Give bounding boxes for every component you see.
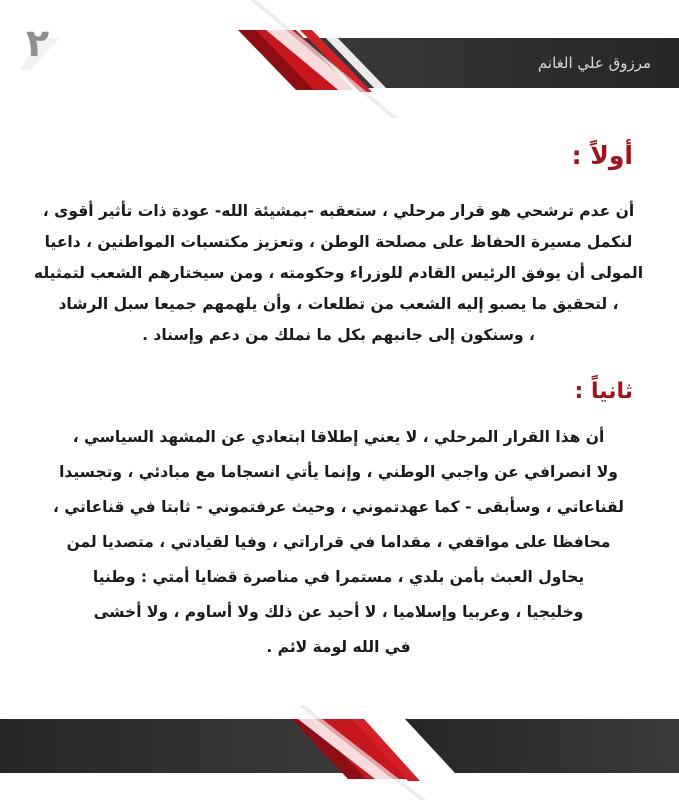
section-body-first	[28, 196, 649, 351]
body-line: أن عدم ترشحي هو قرار مرحلي ، ستعقبه -بمشيئة الله- عودة ذات تأثير أقوى ،	[42, 202, 635, 220]
body-line: ولا انصرافي عن واجبي الوطني ، وإنما يأتي انسجاما مع مبادئي ، وتجسيدا	[59, 463, 618, 481]
section-heading-second: ثانياً :	[574, 379, 633, 404]
body-line: يحاول العبث بأمن بلدي ، مستمرا في مناصرة قضايا أمتي : وطنيا	[92, 568, 585, 586]
body-line: لقناعاتي ، وسأبقى - كما عهدتموني ، وحيث عرفتموني - ثابتا في قناعاتي ،	[52, 498, 624, 516]
page-number: ٢	[26, 21, 50, 65]
body-line: ، وسنكون إلى جانبهم بكل ما نملك من دعم وإسناد .	[142, 326, 535, 344]
body-line: في الله لومة لائم .	[266, 638, 411, 656]
section-heading-first: أولاً :	[571, 141, 633, 170]
body-line: وخليجيا ، وعربيا وإسلاميا ، لا أحيد عن ذلك ولا أساوم ، ولا أخشى	[93, 603, 584, 621]
body-line: محافظا على مواقفي ، مقداما في قراراتي ، وفيا لقيادتي ، متصديا لمن	[66, 533, 611, 551]
footer-decoration	[0, 705, 679, 800]
body-line: لنكمل مسيرة الحفاظ على مصلحة الوطن ، وتعزيز مكتسبات المواطنين ، داعيا	[44, 233, 633, 251]
author-name: مرزوق علي الغانم	[537, 54, 651, 72]
body-line: المولى أن يوفق الرئيس القادم للوزراء وحكومته ، ومن سيختارهم الشعب لتمثيله	[33, 264, 644, 282]
body-line: ، لتحقيق ما يصبو إليه الشعب من تطلعات ، وأن يلهمهم جميعا سبل الرشاد	[58, 295, 619, 313]
section-body-second	[28, 420, 649, 665]
body-line: أن هذا القرار المرحلي ، لا يعني إطلاقا ابتعادي عن المشهد السياسي ،	[72, 428, 605, 446]
